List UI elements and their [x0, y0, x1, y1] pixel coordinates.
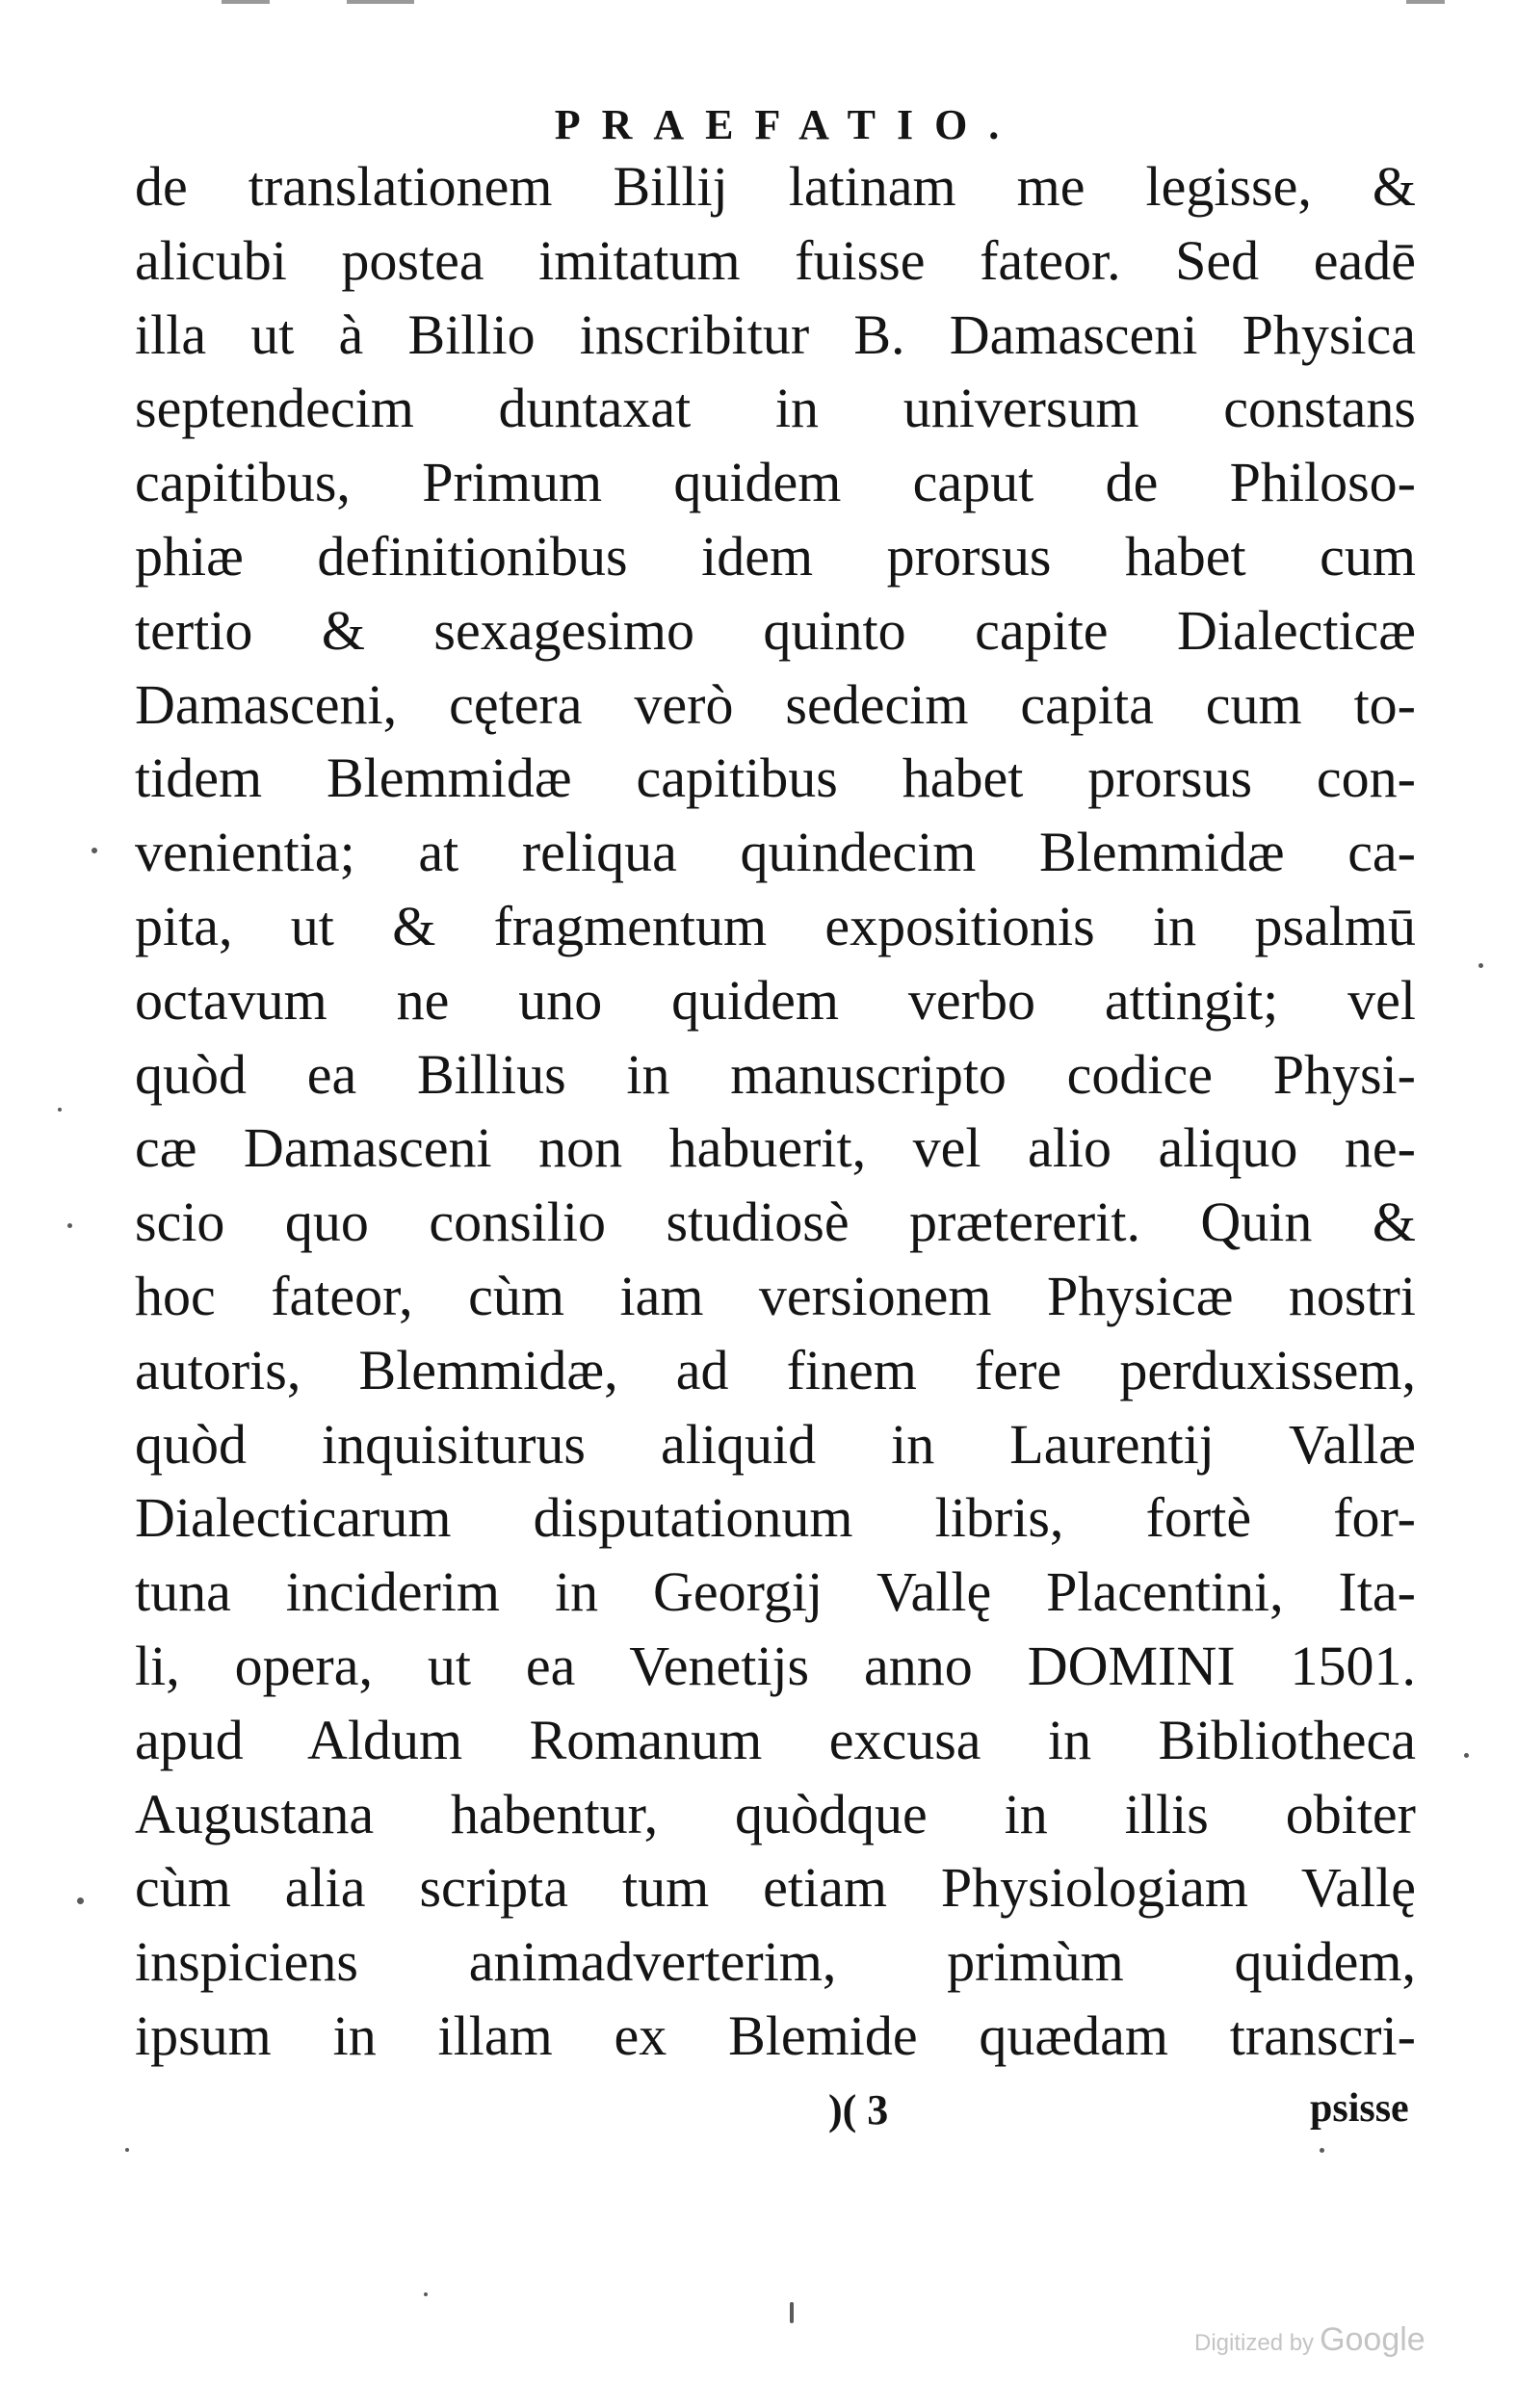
text-line: cæ Damasceni non habuerit, vel alio aliquo ne- [135, 1116, 1416, 1180]
ink-speck [125, 2148, 129, 2152]
digitized-by-google-watermark [1194, 2321, 1425, 2359]
ink-speck [1478, 963, 1483, 968]
top-edge-mark [1406, 0, 1445, 4]
body-text [135, 150, 1416, 2074]
watermark-prefix: Digitized by [1194, 2330, 1315, 2356]
ink-speck [58, 1108, 62, 1112]
ink-speck [92, 848, 97, 853]
ink-speck [77, 1898, 84, 1904]
text-line: inspiciens animadverterim, primùm quidem, [135, 1930, 1416, 1994]
text-line: quòd ea Billius in manuscripto codice Physi- [135, 1042, 1416, 1106]
text-line: Dialecticarum disputationum libris, fortè for- [135, 1486, 1416, 1550]
google-logo: Google [1320, 2321, 1425, 2358]
top-edge-mark [222, 0, 270, 4]
text-line: ipsum in illam ex Blemide quædam transcri- [135, 2003, 1416, 2067]
text-line: venientia; at reliqua quindecim Blemmidæ ca- [135, 821, 1416, 884]
text-line: octavum ne uno quidem verbo attingit; vel [135, 968, 1416, 1032]
text-line: quòd inquisiturus aliquid in Laurentij Vallæ [135, 1412, 1416, 1476]
page-footer [0, 2085, 1517, 2143]
text-line: apud Aldum Romanum excusa in Bibliotheca [135, 1708, 1416, 1771]
text-line: scio quo consilio studiosè prætererit. Quin & [135, 1191, 1416, 1254]
text-line: illa ut à Billio inscribitur B. Damasceni Physica [135, 302, 1416, 366]
text-line: cùm alia scripta tum etiam Physiologiam Vallę [135, 1856, 1416, 1920]
text-line: de translationem Billij latinam me legisse, & [135, 155, 1416, 218]
ink-speck [1464, 1753, 1469, 1758]
text-line: tertio & sexagesimo quinto capite Dialecticæ [135, 598, 1416, 662]
text-line: alicubi postea imitatum fuisse fateor. Sed eadē [135, 228, 1416, 292]
text-line: capitibus, Primum quidem caput de Philoso- [135, 451, 1416, 514]
text-line: Damasceni, cętera verò sedecim capita cum to- [135, 672, 1416, 736]
ink-speck [1320, 2148, 1324, 2153]
top-edge-mark [347, 0, 414, 4]
running-head: PRAEFATIO. [554, 101, 1021, 148]
text-line: li, opera, ut ea Venetijs anno DOMINI 1501. [135, 1634, 1416, 1697]
signature-mark: )( 3 [828, 2086, 889, 2133]
text-line: autoris, Blemmidæ, ad finem fere perduxissem, [135, 1338, 1416, 1401]
ink-speck [790, 2302, 794, 2323]
text-line: tuna inciderim in Georgij Vallę Placentini, Ita- [135, 1560, 1416, 1624]
text-line: hoc fateor, cùm iam versionem Physicæ nostri [135, 1264, 1416, 1327]
ink-speck [67, 1223, 72, 1228]
text-line: septendecim duntaxat in universum constans [135, 377, 1416, 440]
catchword: psisse [1310, 2086, 1409, 2131]
text-line: tidem Blemmidæ capitibus habet prorsus con- [135, 746, 1416, 810]
text-line: pita, ut & fragmentum expositionis in psalmū [135, 894, 1416, 957]
text-line: Augustana habentur, quòdque in illis obiter [135, 1782, 1416, 1845]
ink-speck [424, 2292, 428, 2296]
text-line: phiæ definitionibus idem prorsus habet cum [135, 524, 1416, 588]
